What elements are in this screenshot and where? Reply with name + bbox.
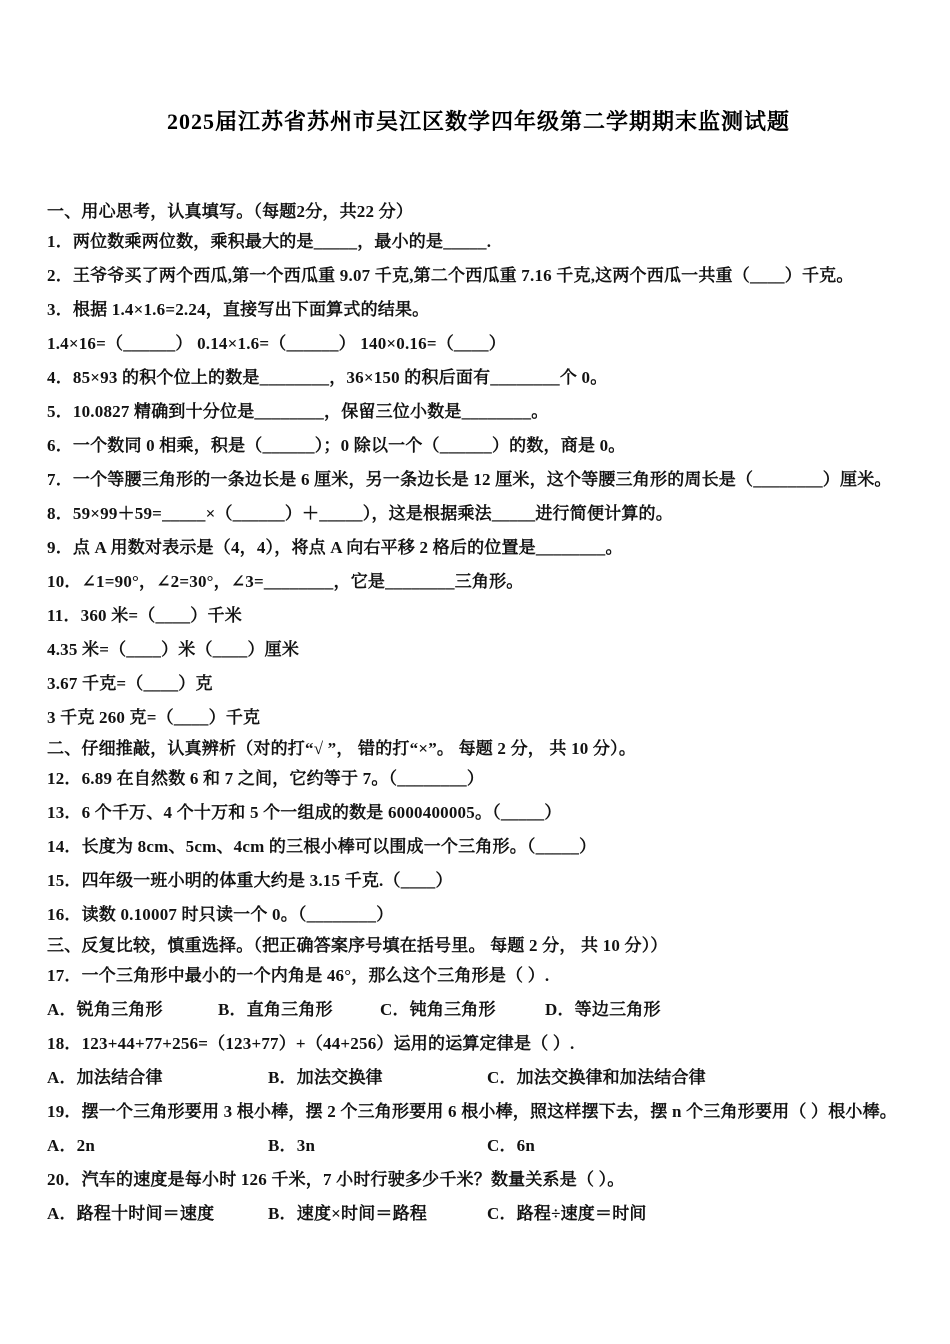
question-11-line-3: 3.67 千克=（____）克 bbox=[47, 674, 213, 693]
question-19-option-b: B．3n bbox=[268, 1136, 316, 1155]
question-16: 16．读数 0.10007 时只读一个 0。（________） bbox=[47, 905, 394, 924]
question-2: 2．王爷爷买了两个西瓜,第一个西瓜重 9.07 千克,第二个西瓜重 7.16 千克,这两个西瓜一共重（____）千克。 bbox=[47, 266, 854, 285]
question-11-line-2: 4.35 米=（____）米（____）厘米 bbox=[47, 640, 300, 659]
question-18-option-c: C．加法交换律和加法结合律 bbox=[487, 1068, 706, 1087]
question-14: 14．长度为 8cm、5cm、4cm 的三根小棒可以围成一个三角形。（_____） bbox=[47, 837, 597, 856]
question-5: 5．10.0827 精确到十分位是________，保留三位小数是________。 bbox=[47, 402, 549, 421]
question-20-option-b: B．速度×时间＝路程 bbox=[268, 1204, 428, 1223]
question-18-options bbox=[47, 1061, 910, 1095]
question-8: 8．59×99＋59=_____×（______）＋_____），这是根据乘法_____进行简便计算的。 bbox=[47, 504, 673, 523]
question-20-options bbox=[47, 1197, 910, 1231]
question-10: 10．∠1=90°，∠2=30°，∠3=________，它是________三角形。 bbox=[47, 572, 524, 591]
question-3: 3．根据 1.4×1.6=2.24，直接写出下面算式的结果。 bbox=[47, 300, 430, 319]
question-20-option-c: C．路程÷速度＝时间 bbox=[487, 1204, 647, 1223]
question-15: 15．四年级一班小明的体重大约是 3.15 千克.（____） bbox=[47, 871, 453, 890]
question-12: 12．6.89 在自然数 6 和 7 之间，它约等于 7。（________） bbox=[47, 769, 485, 788]
question-11: 11．360 米=（____）千米 bbox=[47, 606, 242, 625]
question-18-option-b: B．加法交换律 bbox=[268, 1068, 383, 1087]
question-3-equations: 1.4×16=（______） 0.14×1.6=（______） 140×0.16=（____） bbox=[47, 334, 506, 353]
question-17-option-d: D．等边三角形 bbox=[545, 1000, 661, 1019]
question-17-option-c: C．钝角三角形 bbox=[380, 1000, 496, 1019]
question-19-option-a: A．2n bbox=[47, 1136, 96, 1155]
question-4: 4．85×93 的积个位上的数是________，36×150 的积后面有________个 0。 bbox=[47, 368, 608, 387]
question-17-option-a: A．锐角三角形 bbox=[47, 1000, 163, 1019]
question-18-stem: 18．123+44+77+256=（123+77）+（44+256）运用的运算定律是（ ）. bbox=[47, 1034, 575, 1053]
question-20-option-a: A．路程十时间＝速度 bbox=[47, 1204, 215, 1223]
question-6: 6．一个数同 0 相乘，积是（______）；0 除以一个（______）的数，商是 0。 bbox=[47, 436, 626, 455]
section-3-header: 三、反复比较，慎重选择。（把正确答案序号填在括号里。 每题 2 分， 共 10 分）） bbox=[47, 936, 668, 955]
question-1: 1．两位数乘两位数，乘积最大的是_____，最小的是_____. bbox=[47, 232, 492, 251]
question-9: 9．点 A 用数对表示是（4，4），将点 A 向右平移 2 格后的位置是________。 bbox=[47, 538, 623, 557]
question-17-stem: 17．一个三角形中最小的一个内角是 46°，那么这个三角形是（ ）. bbox=[47, 966, 550, 985]
question-17-options bbox=[47, 993, 910, 1027]
question-20-stem: 20．汽车的速度是每小时 126 千米，7 小时行驶多少千米？数量关系是（ ）。 bbox=[47, 1170, 625, 1189]
section-2-header: 二、仔细推敲，认真辨析（对的打“√ ”， 错的打“×”。 每题 2 分， 共 10 分）。 bbox=[47, 739, 637, 758]
question-13: 13．6 个千万、4 个十万和 5 个一组成的数是 6000400005。（_____） bbox=[47, 803, 562, 822]
question-19-option-c: C．6n bbox=[487, 1136, 536, 1155]
question-18-option-a: A．加法结合律 bbox=[47, 1068, 163, 1087]
page-title: 2025届江苏省苏州市吴江区数学四年级第二学期期末监测试题 bbox=[166, 109, 790, 134]
question-19-options bbox=[47, 1129, 910, 1163]
question-7: 7．一个等腰三角形的一条边长是 6 厘米，另一条边长是 12 厘米，这个等腰三角形的周长是（________）厘米。 bbox=[47, 470, 892, 489]
question-11-line-4: 3 千克 260 克=（____）千克 bbox=[47, 708, 261, 727]
question-19-stem: 19．摆一个三角形要用 3 根小棒，摆 2 个三角形要用 6 根小棒，照这样摆下去，摆 n 个三角形要用（ ）根小棒。 bbox=[47, 1102, 898, 1121]
section-1-header: 一、用心思考，认真填写。（每题2分，共22 分） bbox=[47, 202, 414, 221]
question-17-option-b: B．直角三角形 bbox=[218, 1000, 333, 1019]
